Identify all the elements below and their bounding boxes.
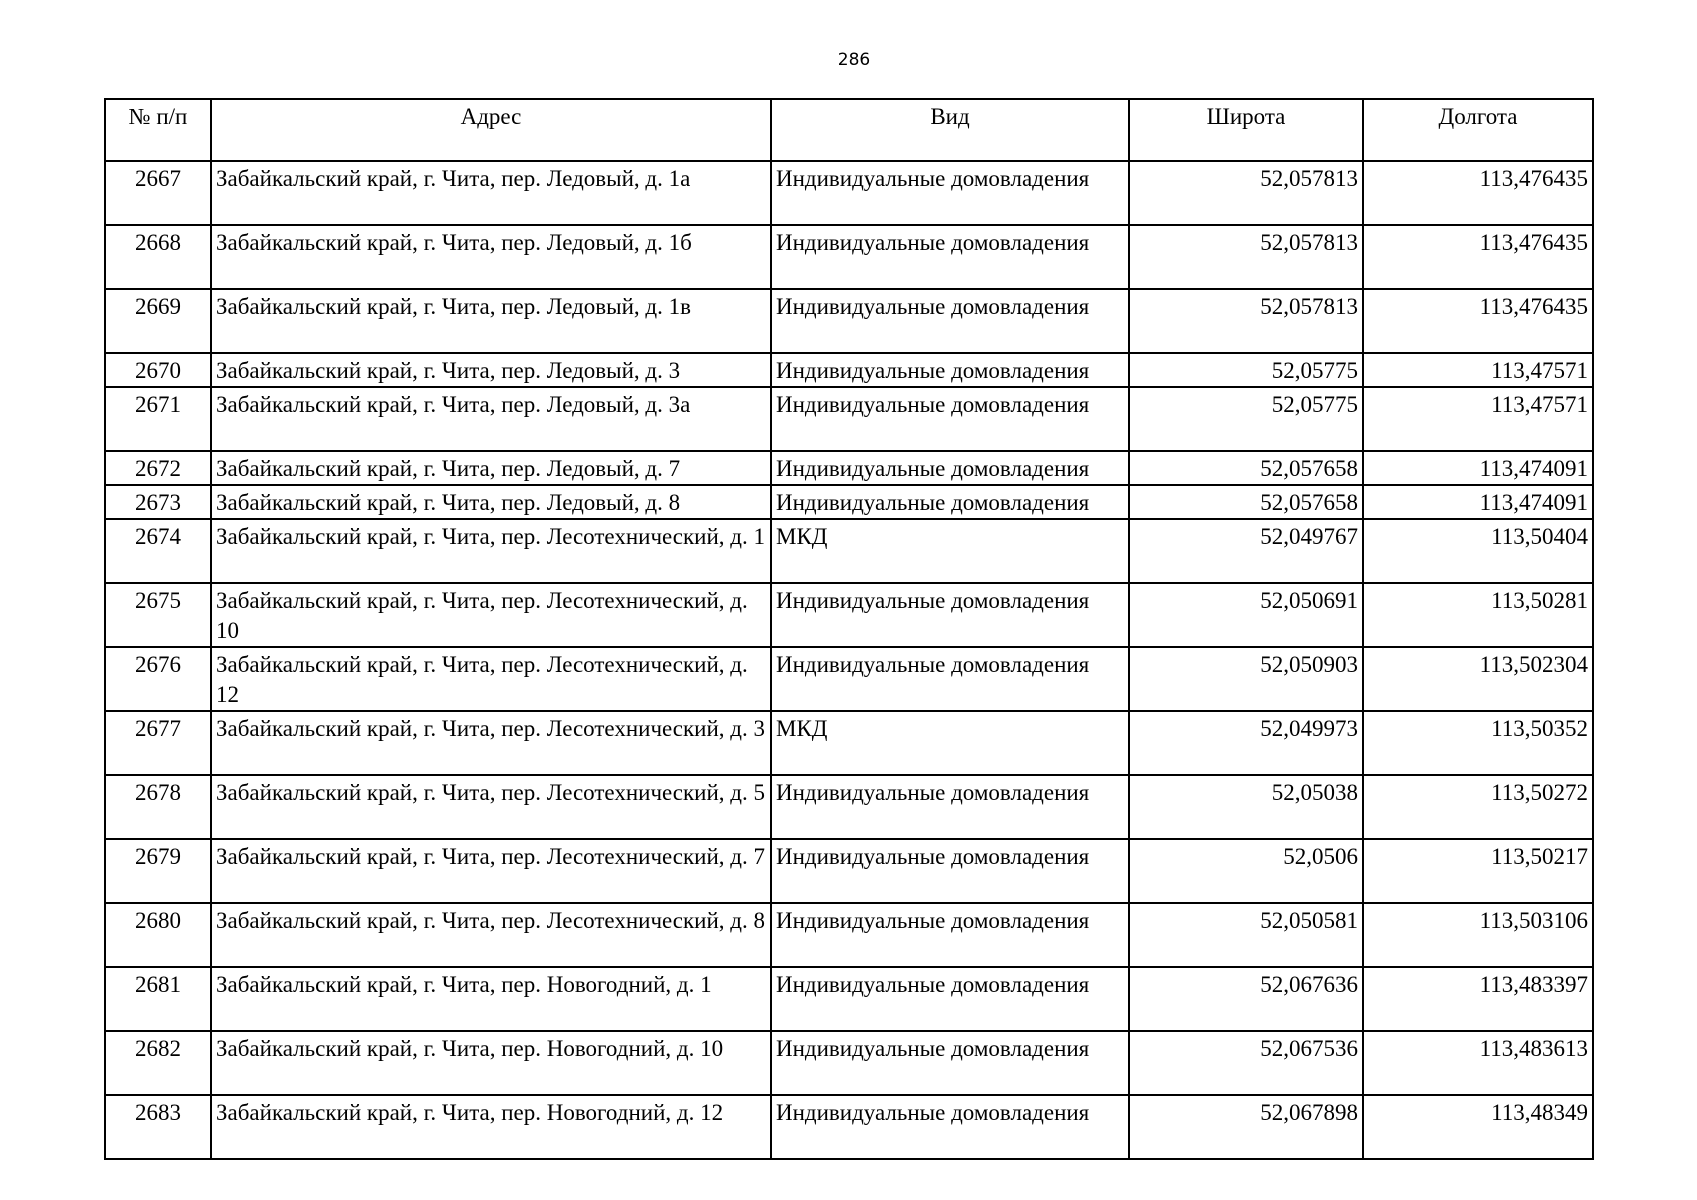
type-cell: МКД [771, 519, 1129, 583]
address-cell: Забайкальский край, г. Чита, пер. Ледовый, д. 7 [211, 451, 771, 485]
type-cell: Индивидуальные домовладения [771, 353, 1129, 387]
longitude-cell: 113,47571 [1363, 353, 1593, 387]
row-number-cell: 2677 [105, 711, 211, 775]
longitude-cell: 113,50217 [1363, 839, 1593, 903]
type-cell: Индивидуальные домовладения [771, 967, 1129, 1031]
row-number-cell: 2673 [105, 485, 211, 519]
row-number-cell: 2678 [105, 775, 211, 839]
latitude-cell: 52,057813 [1129, 289, 1363, 353]
row-number-cell: 2672 [105, 451, 211, 485]
address-cell: Забайкальский край, г. Чита, пер. Ледовый, д. 3 [211, 353, 771, 387]
latitude-cell: 52,050581 [1129, 903, 1363, 967]
type-cell: Индивидуальные домовладения [771, 839, 1129, 903]
table-row [105, 775, 1593, 839]
table-row [105, 647, 1593, 711]
longitude-cell: 113,47571 [1363, 387, 1593, 451]
longitude-cell: 113,483397 [1363, 967, 1593, 1031]
row-number-cell: 2675 [105, 583, 211, 647]
address-table [104, 98, 1594, 1160]
longitude-cell: 113,50404 [1363, 519, 1593, 583]
row-number-cell: 2683 [105, 1095, 211, 1159]
type-cell: Индивидуальные домовладения [771, 387, 1129, 451]
table-row [105, 161, 1593, 225]
latitude-cell: 52,050903 [1129, 647, 1363, 711]
row-number-cell: 2674 [105, 519, 211, 583]
column-header-type: Вид [771, 99, 1129, 161]
table-row [105, 519, 1593, 583]
type-cell: Индивидуальные домовладения [771, 485, 1129, 519]
address-cell: Забайкальский край, г. Чита, пер. Ледовый, д. 1в [211, 289, 771, 353]
type-cell: Индивидуальные домовладения [771, 775, 1129, 839]
longitude-cell: 113,483613 [1363, 1031, 1593, 1095]
table-row [105, 1031, 1593, 1095]
latitude-cell: 52,057658 [1129, 485, 1363, 519]
latitude-cell: 52,067636 [1129, 967, 1363, 1031]
address-cell: Забайкальский край, г. Чита, пер. Ледовый, д. 1б [211, 225, 771, 289]
address-cell: Забайкальский край, г. Чита, пер. Новогодний, д. 1 [211, 967, 771, 1031]
table-row [105, 711, 1593, 775]
longitude-cell: 113,50352 [1363, 711, 1593, 775]
column-header-latitude: Широта [1129, 99, 1363, 161]
table-row [105, 353, 1593, 387]
row-number-cell: 2668 [105, 225, 211, 289]
row-number-cell: 2670 [105, 353, 211, 387]
latitude-cell: 52,057813 [1129, 161, 1363, 225]
address-cell: Забайкальский край, г. Чита, пер. Ледовый, д. 3а [211, 387, 771, 451]
longitude-cell: 113,476435 [1363, 161, 1593, 225]
latitude-cell: 52,067536 [1129, 1031, 1363, 1095]
latitude-cell: 52,049973 [1129, 711, 1363, 775]
latitude-cell: 52,0506 [1129, 839, 1363, 903]
longitude-cell: 113,502304 [1363, 647, 1593, 711]
type-cell: МКД [771, 711, 1129, 775]
latitude-cell: 52,05775 [1129, 353, 1363, 387]
row-number-cell: 2671 [105, 387, 211, 451]
latitude-cell: 52,067898 [1129, 1095, 1363, 1159]
longitude-cell: 113,474091 [1363, 485, 1593, 519]
address-cell: Забайкальский край, г. Чита, пер. Ледовый, д. 8 [211, 485, 771, 519]
table-row [105, 1095, 1593, 1159]
address-cell: Забайкальский край, г. Чита, пер. Лесотехнический, д. 7 [211, 839, 771, 903]
table-row [105, 967, 1593, 1031]
table-row [105, 225, 1593, 289]
column-header-longitude: Долгота [1363, 99, 1593, 161]
type-cell: Индивидуальные домовладения [771, 903, 1129, 967]
table-row [105, 387, 1593, 451]
row-number-cell: 2682 [105, 1031, 211, 1095]
longitude-cell: 113,48349 [1363, 1095, 1593, 1159]
address-cell: Забайкальский край, г. Чита, пер. Лесотехнический, д. 3 [211, 711, 771, 775]
table-row [105, 903, 1593, 967]
address-cell: Забайкальский край, г. Чита, пер. Ледовый, д. 1а [211, 161, 771, 225]
address-cell: Забайкальский край, г. Чита, пер. Лесотехнический, д. 10 [211, 583, 771, 647]
row-number-cell: 2669 [105, 289, 211, 353]
address-cell: Забайкальский край, г. Чита, пер. Новогодний, д. 12 [211, 1095, 771, 1159]
type-cell: Индивидуальные домовладения [771, 289, 1129, 353]
longitude-cell: 113,476435 [1363, 225, 1593, 289]
type-cell: Индивидуальные домовладения [771, 1031, 1129, 1095]
table-row [105, 451, 1593, 485]
row-number-cell: 2681 [105, 967, 211, 1031]
row-number-cell: 2667 [105, 161, 211, 225]
table-row [105, 289, 1593, 353]
table-row [105, 485, 1593, 519]
row-number-cell: 2676 [105, 647, 211, 711]
longitude-cell: 113,50272 [1363, 775, 1593, 839]
row-number-cell: 2680 [105, 903, 211, 967]
column-header-number: № п/п [105, 99, 211, 161]
type-cell: Индивидуальные домовладения [771, 161, 1129, 225]
longitude-cell: 113,50281 [1363, 583, 1593, 647]
type-cell: Индивидуальные домовладения [771, 225, 1129, 289]
type-cell: Индивидуальные домовладения [771, 451, 1129, 485]
table-body [105, 161, 1593, 1159]
latitude-cell: 52,05775 [1129, 387, 1363, 451]
row-number-cell: 2679 [105, 839, 211, 903]
table-row [105, 839, 1593, 903]
address-cell: Забайкальский край, г. Чита, пер. Новогодний, д. 10 [211, 1031, 771, 1095]
address-cell: Забайкальский край, г. Чита, пер. Лесотехнический, д. 12 [211, 647, 771, 711]
address-cell: Забайкальский край, г. Чита, пер. Лесотехнический, д. 8 [211, 903, 771, 967]
latitude-cell: 52,057813 [1129, 225, 1363, 289]
page-number: 286 [837, 50, 871, 70]
latitude-cell: 52,057658 [1129, 451, 1363, 485]
type-cell: Индивидуальные домовладения [771, 647, 1129, 711]
table-row [105, 583, 1593, 647]
address-cell: Забайкальский край, г. Чита, пер. Лесотехнический, д. 1 [211, 519, 771, 583]
table-header-row [105, 99, 1593, 161]
longitude-cell: 113,474091 [1363, 451, 1593, 485]
column-header-address: Адрес [211, 99, 771, 161]
longitude-cell: 113,503106 [1363, 903, 1593, 967]
address-cell: Забайкальский край, г. Чита, пер. Лесотехнический, д. 5 [211, 775, 771, 839]
latitude-cell: 52,049767 [1129, 519, 1363, 583]
latitude-cell: 52,050691 [1129, 583, 1363, 647]
longitude-cell: 113,476435 [1363, 289, 1593, 353]
type-cell: Индивидуальные домовладения [771, 583, 1129, 647]
latitude-cell: 52,05038 [1129, 775, 1363, 839]
type-cell: Индивидуальные домовладения [771, 1095, 1129, 1159]
